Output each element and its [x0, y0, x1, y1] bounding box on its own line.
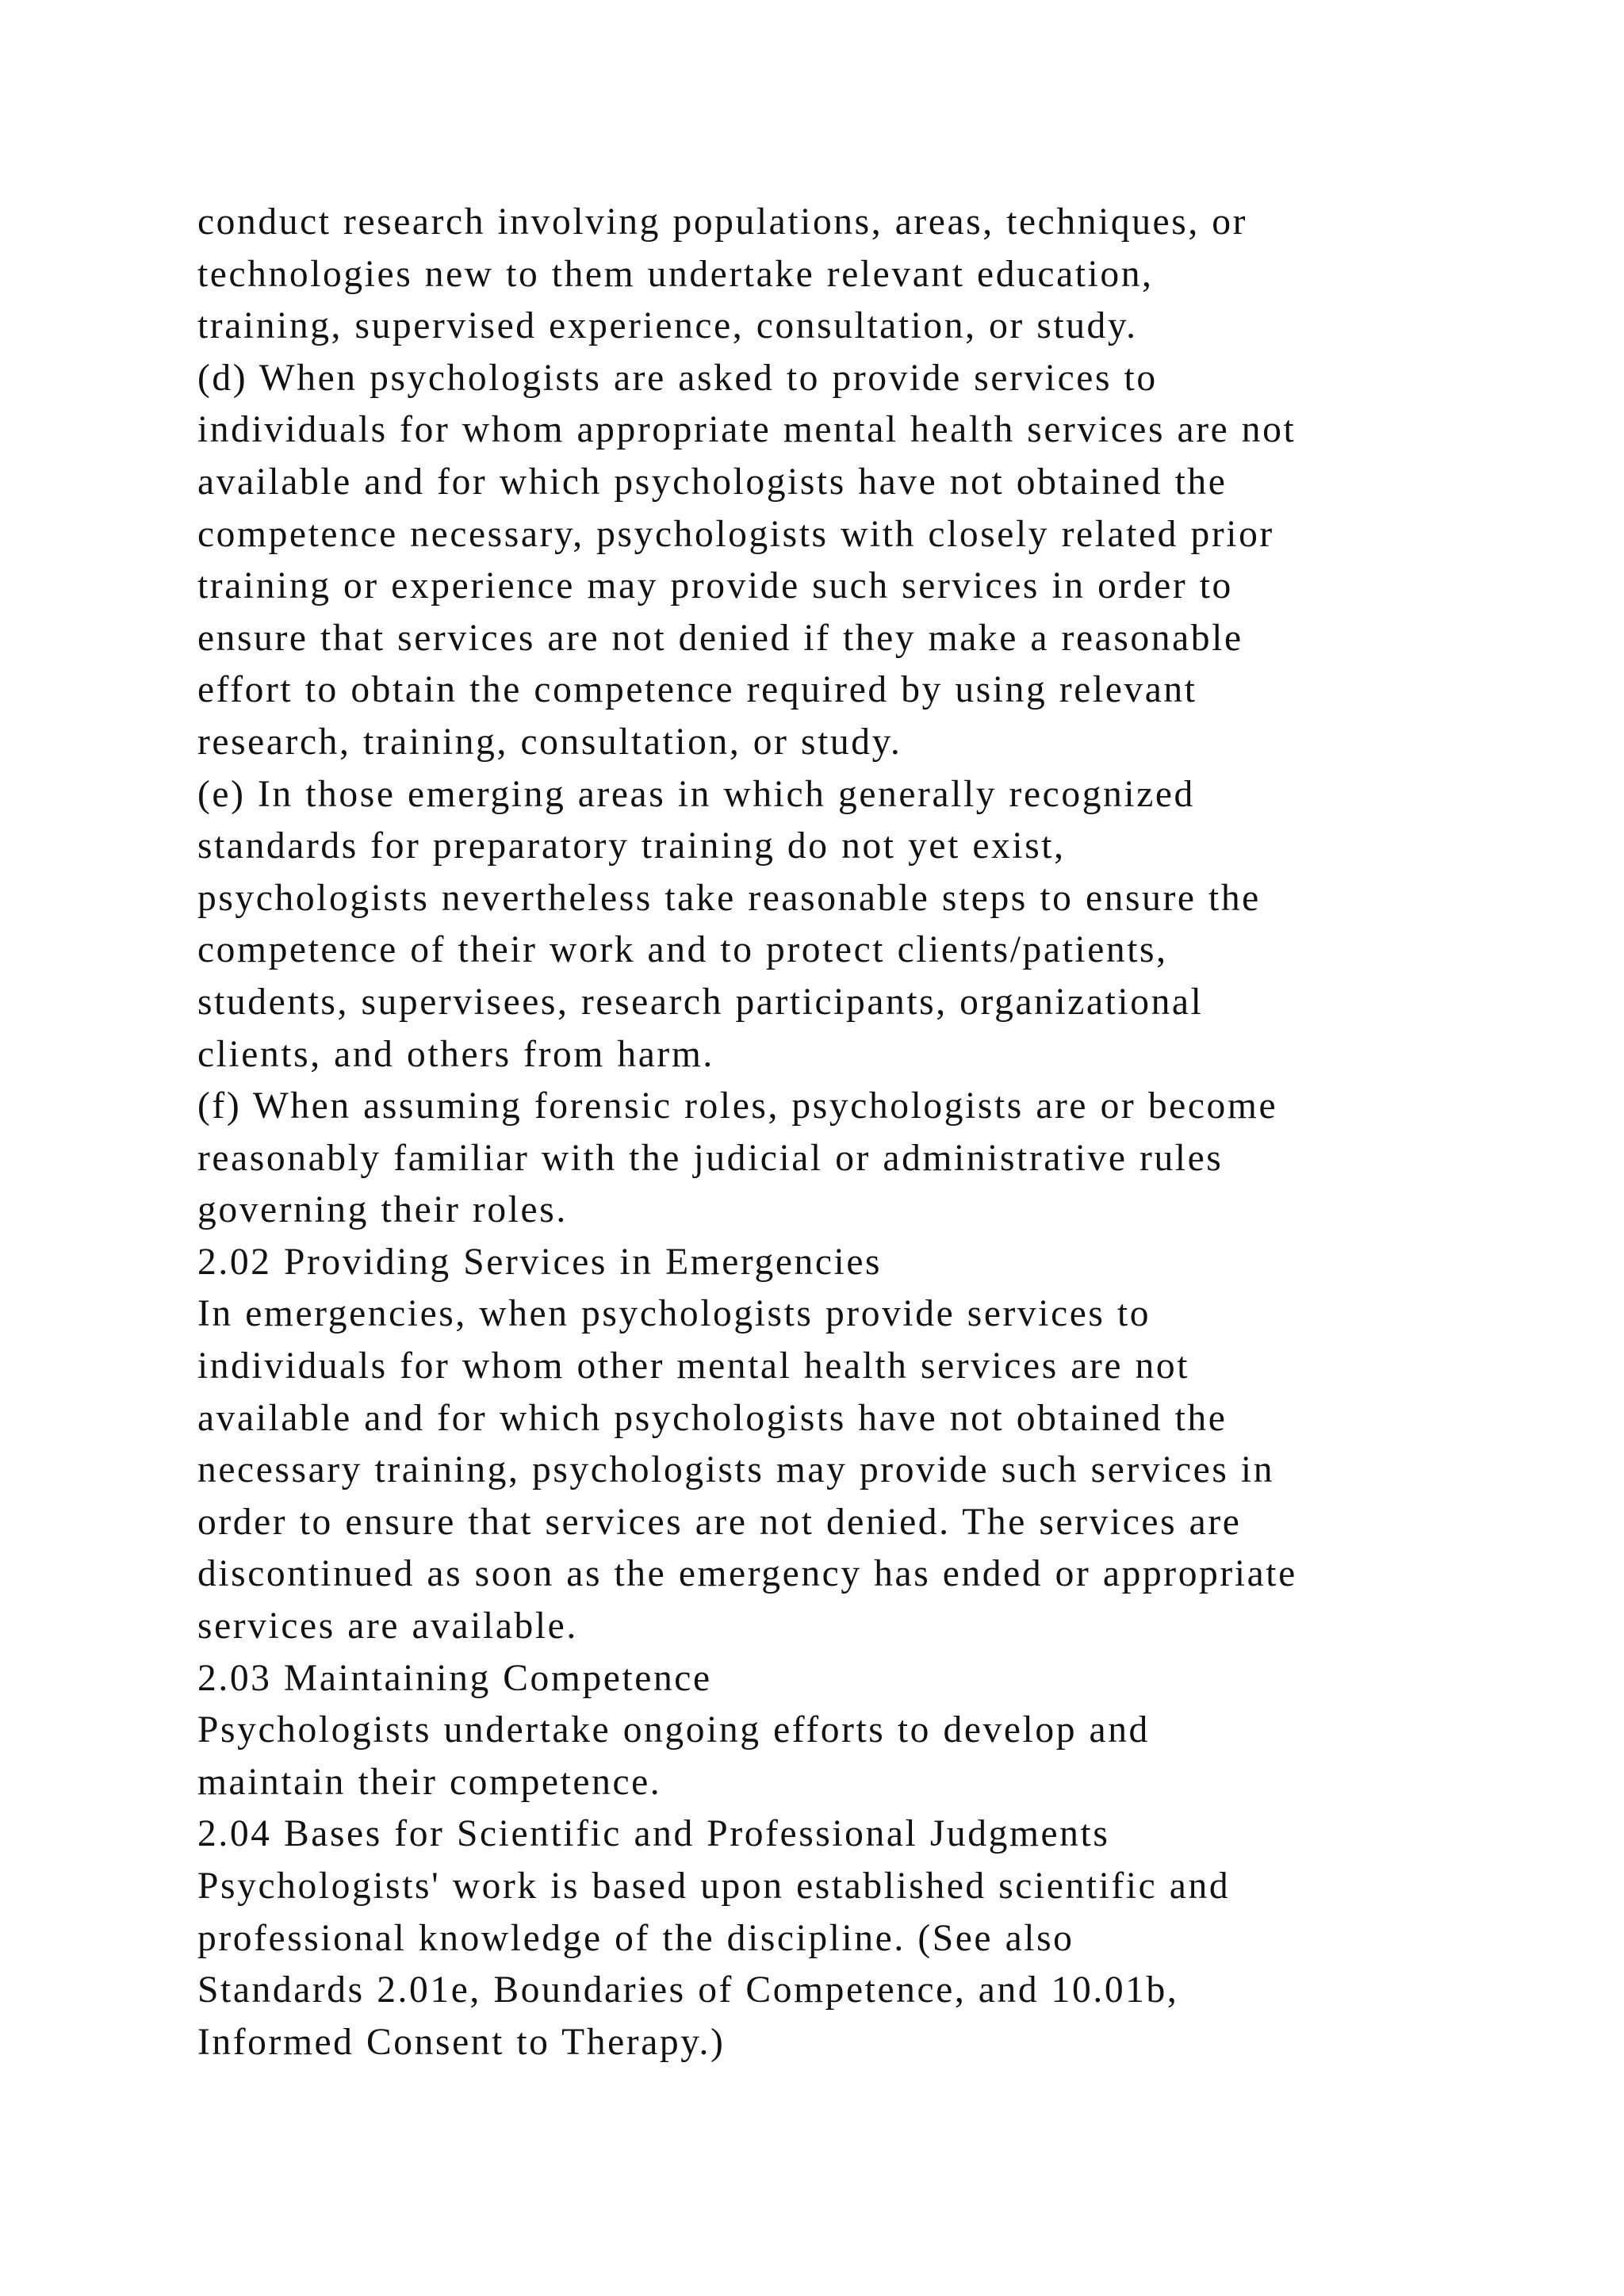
- section-heading: 2.04 Bases for Scientific and Professional Judgments: [197, 1813, 1110, 1855]
- text-line: Psychologists' work is based upon established scientific and: [197, 1866, 1231, 1907]
- text-line: training or experience may provide such services in order to: [197, 565, 1233, 607]
- text-line: (f) When assuming forensic roles, psychologists are or become: [197, 1085, 1278, 1127]
- text-line: (d) When psychologists are asked to provide services to: [197, 357, 1158, 399]
- text-line: In emergencies, when psychologists provide services to: [197, 1293, 1151, 1335]
- text-line: research, training, consultation, or study.: [197, 721, 902, 763]
- text-line: necessary training, psychologists may provide such services in: [197, 1449, 1275, 1491]
- text-line: psychologists nevertheless take reasonable steps to ensure the: [197, 877, 1261, 919]
- text-line: available and for which psychologists have not obtained the: [197, 1397, 1228, 1439]
- text-line: governing their roles.: [197, 1189, 568, 1231]
- text-line: Informed Consent to Therapy.): [197, 2021, 726, 2063]
- text-line: Psychologists undertake ongoing efforts to develop and: [197, 1709, 1150, 1751]
- text-line: effort to obtain the competence required by using relevant: [197, 669, 1197, 711]
- text-line: maintain their competence.: [197, 1761, 662, 1803]
- text-line: standards for preparatory training do not yet exist,: [197, 825, 1066, 867]
- section-heading: 2.03 Maintaining Competence: [197, 1657, 712, 1699]
- text-line: training, supervised experience, consultation, or study.: [197, 305, 1138, 347]
- text-line: individuals for whom appropriate mental health services are not: [197, 409, 1297, 451]
- text-line: (e) In those emerging areas in which generally recognized: [197, 773, 1195, 815]
- text-line: clients, and others from harm.: [197, 1033, 714, 1075]
- text-line: professional knowledge of the discipline. (See also: [197, 1917, 1074, 1959]
- text-line: Standards 2.01e, Boundaries of Competence, and 10.01b,: [197, 1969, 1179, 2011]
- text-line: ensure that services are not denied if they make a reasonable: [197, 617, 1243, 659]
- text-line: competence necessary, psychologists with closely related prior: [197, 513, 1274, 555]
- text-line: services are available.: [197, 1605, 578, 1647]
- text-line: order to ensure that services are not denied. The services are: [197, 1501, 1242, 1543]
- text-line: conduct research involving populations, areas, techniques, or: [197, 201, 1248, 243]
- text-line: individuals for whom other mental health services are not: [197, 1345, 1190, 1387]
- text-line: available and for which psychologists have not obtained the: [197, 461, 1228, 503]
- text-line: students, supervisees, research participants, organizational: [197, 981, 1204, 1023]
- document-body: [197, 197, 1593, 2068]
- text-line: reasonably familiar with the judicial or administrative rules: [197, 1137, 1224, 1179]
- text-line: competence of their work and to protect clients/patients,: [197, 929, 1168, 971]
- text-line: discontinued as soon as the emergency has ended or appropriate: [197, 1553, 1297, 1595]
- text-line: technologies new to them undertake relevant education,: [197, 253, 1154, 295]
- section-heading: 2.02 Providing Services in Emergencies: [197, 1241, 883, 1283]
